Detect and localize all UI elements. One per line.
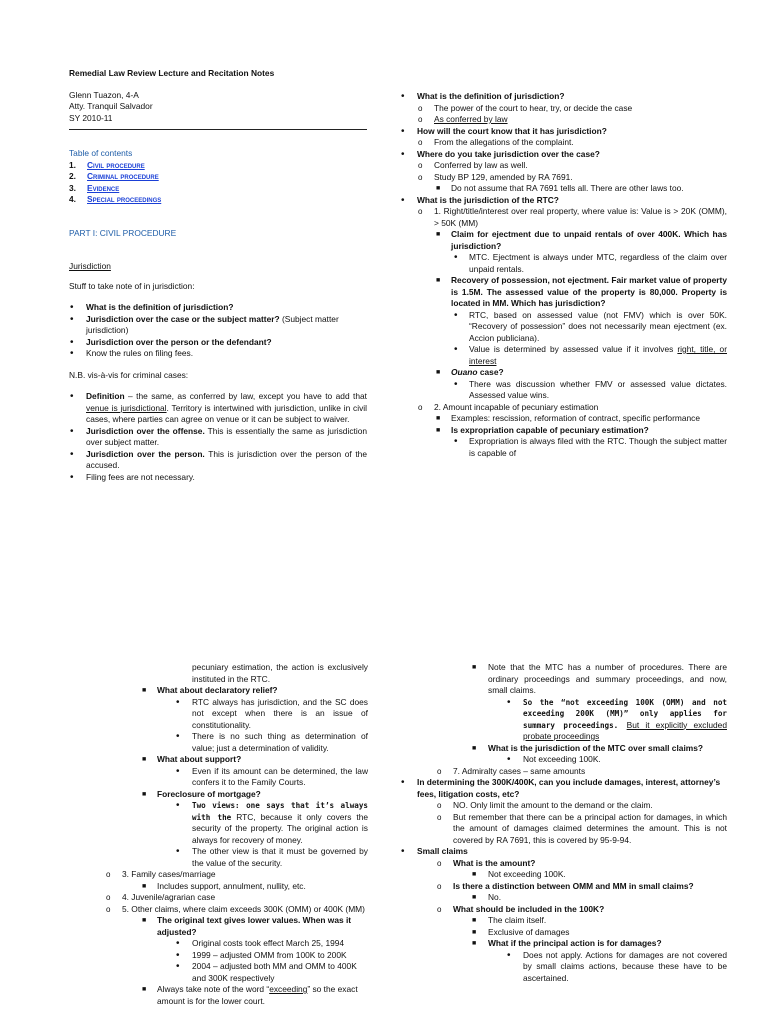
list-item: • Jurisdiction over the offense. This is essentially the same as jurisdiction over subject matter. (70, 425, 368, 447)
list-item: ■ The claim itself. (472, 915, 547, 925)
title-divider (69, 129, 367, 130)
list-item: ■ No. (472, 892, 502, 902)
toc-item[interactable]: 1. Civil procedure (69, 159, 145, 170)
part-heading: PART I: CIVIL PROCEDURE (69, 227, 177, 238)
toc-link-evidence[interactable]: Evidence (87, 182, 120, 193)
list-item: o 7. Admiralty cases – same amounts (437, 765, 586, 776)
list-item: ■ Is expropriation capable of pecuniary estimation? (436, 424, 649, 435)
list-item: ■ Exclusive of damages (472, 926, 570, 937)
list-item: • RTC always has jurisdiction, and the SC does not except when there is an issue of constitutionality. (176, 696, 368, 730)
toc-link-special-proceedings[interactable]: Special proceedings (87, 194, 162, 204)
list-item: o As conferred by law (418, 114, 508, 124)
list-item: o NO. Only limit the amount to the demand or the claim. (437, 800, 653, 810)
bottom-right-column (400, 662, 727, 984)
toc-link-civil-procedure[interactable]: Civil procedure (87, 159, 145, 170)
list-item: pecuniary estimation, the action is exclusively instituted in the RTC. (192, 662, 368, 684)
list-item: o What should be included in the 100K? (437, 903, 605, 914)
list-item: • Small claims (401, 846, 468, 857)
list-item: • MTC. Ejectment is always under MTC, regardless of the claim over unpaid rentals. (454, 252, 727, 274)
list-item: ■ Claim for ejectment due to unpaid rentals of over 400K. Which has jurisdiction? (436, 229, 727, 251)
lecturer-line: Atty. Tranquil Salvador (69, 101, 153, 111)
list-item: o From the allegations of the complaint. (418, 137, 574, 147)
list-item: • The other view is that it must be governed by the value of the security. (176, 846, 368, 868)
list-item: • Value is determined by assessed value if it involves right, title, or interest (454, 344, 727, 366)
list-item: ■ The original text gives lower values. When was it adjusted? (142, 915, 352, 937)
list-item: • Two views: one says that it’s always with the RTC, because it only covers the security of the property. The original action is always for recovery of money. (176, 800, 369, 845)
criminal-list (69, 391, 367, 483)
list-item: ■ What if the principal action is for damages? (472, 938, 662, 948)
list-item: • In determining the 300K/400K, can you include damages, interest, attorney’s fees, litigation costs, etc? (401, 777, 721, 799)
list-item: o The power of the court to hear, try, or decide the case (418, 102, 633, 113)
list-item: • 2004 – adjusted both MM and OMM to 400K and 300K respectively (176, 961, 357, 983)
toc-item[interactable]: 4. Special proceedings (69, 194, 162, 204)
list-item: ■ Always take note of the word “exceeding” so the exact amount is for the lower court. (142, 984, 358, 1006)
section-heading-jurisdiction: Jurisdiction (69, 261, 111, 271)
right-top-column (400, 91, 727, 459)
list-item: • What is the definition of jurisdiction? (401, 91, 565, 102)
list-item: o But remember that there can be a principal action for damages, in which the amount of damages claimed determines the amount. This is not covered by RA 7691, this is covered by 95-9-94. (437, 811, 727, 845)
list-item: o 1. Right/title/interest over real property, where value is: Value is > 20K (OMM), > 50K (MM) (418, 206, 727, 228)
list-item: • There was discussion whether FMV or assessed value dictates. Assessed value wins. (454, 378, 727, 400)
list-item: o 4. Juvenile/agrarian case (106, 892, 216, 902)
list-item: • Where do you take jurisdiction over the case? (401, 148, 600, 160)
list-item: • Know the rules on filing fees. (70, 348, 194, 359)
list-item: • Does not apply. Actions for damages are not covered by small claims actions, because these have to be ascertained. (507, 949, 727, 983)
toc-heading: Table of contents (69, 148, 133, 158)
bottom-left-column (106, 662, 368, 1007)
list-item: ■ Do not assume that RA 7691 tells all. There are other laws too. (436, 183, 684, 193)
list-item: ■ What about support? (142, 754, 242, 764)
toc-item[interactable]: 3. Evidence (69, 182, 120, 193)
left-top-column (69, 68, 367, 483)
list-item: • Original costs took effect March 25, 1994 (176, 938, 345, 949)
list-item: o Study BP 129, amended by RA 7691. (418, 171, 573, 182)
list-item: • Definition – the same, as conferred by law, except you have to add that venue is jurisdictional. Territory is intertwined with jurisdiction, unlike in civil cases, where parties can agree on venue or it can be subject to waiver. (70, 391, 367, 424)
toc-item[interactable]: 2. Criminal procedure (69, 171, 159, 181)
list-item: • Expropriation is always filed with the RTC. Though the subject matter is capable of (454, 436, 727, 458)
list-item: o Is there a distinction between OMM and MM in small claims? (437, 880, 694, 891)
list-item: o 2. Amount incapable of pecuniary estimation (418, 401, 599, 412)
list-item: • So the “not exceeding 100K (OMM) and not exceeding 200K (MM)” only applies for summary proceedings. But it explicitly excluded probate proceedings (507, 696, 727, 741)
list-item: ■ Foreclosure of mortgage? (142, 788, 261, 799)
list-item: o 3. Family cases/marriage (106, 869, 216, 879)
author-line: Glenn Tuazon, 4-A (69, 89, 139, 100)
list-item: ■ Note that the MTC has a number of procedures. There are ordinary proceedings and summary proceedings, and now, small claims. (472, 662, 727, 695)
list-item: ■ Examples: rescission, reformation of contract, specific performance (436, 413, 701, 423)
jurisdiction-list (69, 302, 367, 360)
list-item: • Not exceeding 100K. (507, 754, 601, 765)
intro-text: Stuff to take note of in jurisdiction: (69, 280, 195, 291)
toc-list (69, 160, 367, 206)
list-item: ■ Ouano case? (436, 367, 504, 377)
list-item: • 1999 – adjusted OMM from 100K to 200K (176, 949, 347, 961)
school-year-line: SY 2010-11 (69, 112, 113, 123)
list-item: • What is the definition of jurisdiction? (70, 302, 234, 313)
document-title: Remedial Law Review Lecture and Recitation Notes (69, 68, 275, 78)
list-item: ■ What is the jurisdiction of the MTC over small claims? (472, 742, 703, 753)
list-item: • Jurisdiction over the person. This is jurisdiction over the person of the accused. (70, 448, 367, 470)
list-item: • How will the court know that it has jurisdiction? (401, 125, 607, 137)
list-item: • Even if its amount can be determined, the law confers it to the Family Courts. (176, 765, 368, 787)
list-item: o 5. Other claims, where claim exceeds 300K (OMM) or 400K (MM) (106, 903, 365, 914)
list-item: • There is no such thing as determination of value; just a determination of validity. (176, 731, 368, 753)
list-item: • RTC, based on assessed value (not FMV) which is over 50K. “Recovery of possession” does not necessarily mean ejectment (ex. Accion publiciana). (454, 309, 727, 343)
list-item: ■ Recovery of possession, not ejectment. Fair market value of property is 1.5M. The assessed value of the property is 80,000. Property is located in MM. Which has jurisdiction? (436, 275, 727, 308)
list-item: o What is the amount? (437, 857, 536, 868)
list-item: • Jurisdiction over the person or the defendant? (70, 336, 272, 348)
list-item: ■ Not exceeding 100K. (472, 869, 566, 879)
list-item: • What is the jurisdiction of the RTC? (401, 194, 559, 206)
list-item: • Jurisdiction over the case or the subject matter? (Subject matter jurisdiction) (70, 313, 339, 335)
list-item: ■ Includes support, annulment, nullity, etc. (142, 880, 306, 891)
toc-link-criminal-procedure[interactable]: Criminal procedure (87, 171, 159, 181)
list-item: • Filing fees are not necessary. (70, 471, 195, 483)
list-item: o Conferred by law as well. (418, 160, 528, 170)
nb-note: N.B. vis-à-vis for criminal cases: (69, 369, 189, 380)
list-item: ■ What about declaratory relief? (142, 685, 278, 695)
